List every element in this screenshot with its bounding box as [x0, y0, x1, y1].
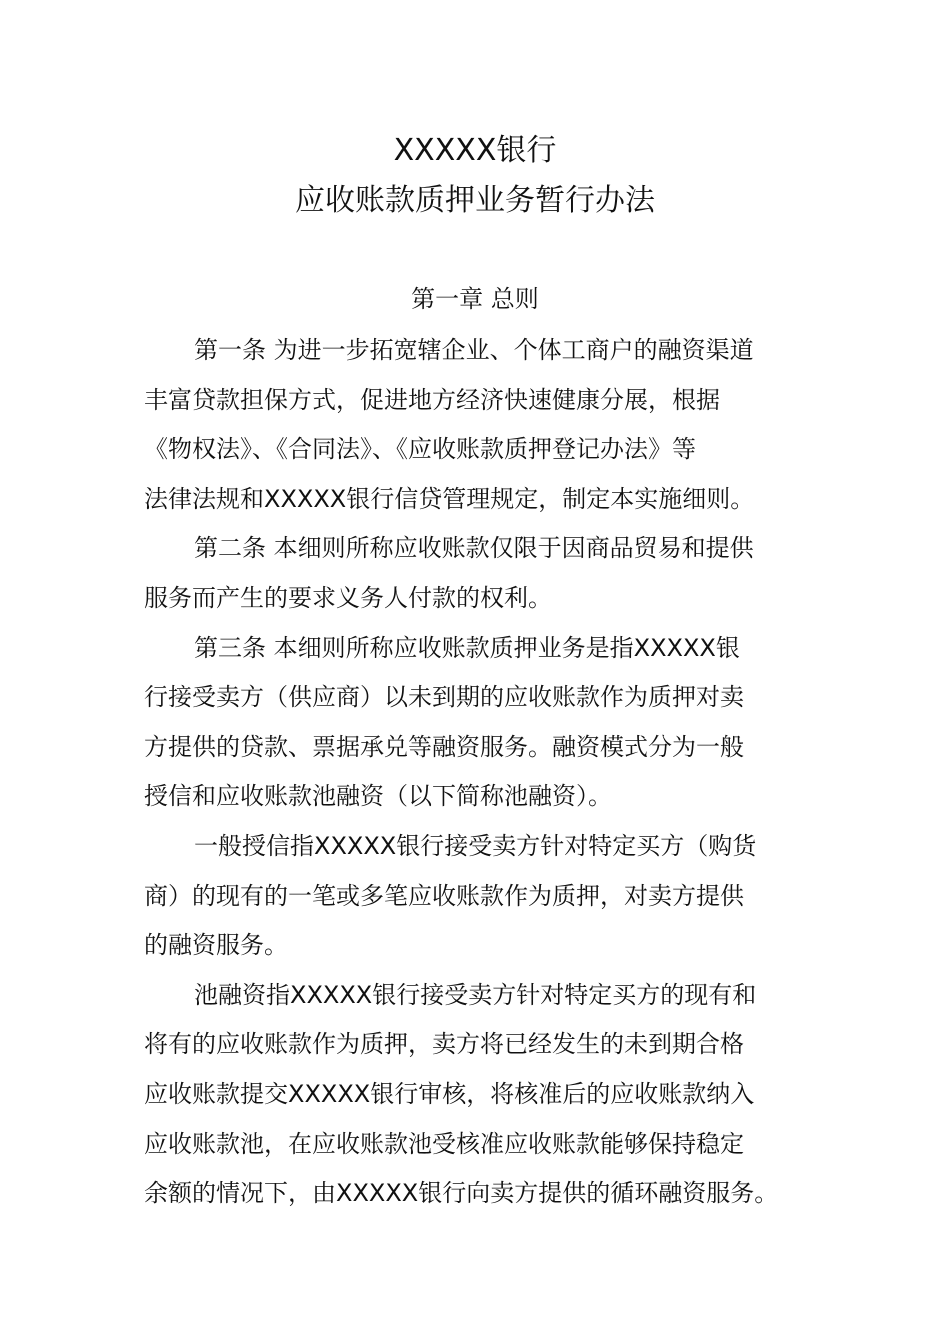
paragraph-line: 方提供的贷款、票据承兑等融资服务。融资模式分为一般	[144, 732, 744, 761]
paragraph-line: 应收账款池，在应收账款池受核准应收账款能够保持稳定	[144, 1129, 744, 1158]
paragraph-line: 第一条 为进一步拓宽辖企业、个体工商户的融资渠道	[194, 336, 754, 364]
paragraph-line: 余额的情况下，由XXXXX银行向卖方提供的循环融资服务。	[144, 1179, 779, 1208]
paragraph-line: 池融资指XXXXX银行接受卖方针对特定买方的现有和	[194, 980, 757, 1009]
paragraph-line: 一般授信指XXXXX银行接受卖方针对特定买方（购货	[194, 831, 757, 860]
article-1	[144, 326, 814, 524]
document-title	[0, 126, 950, 226]
paragraph-line: 《物权法》、《合同法》、《应收账款质押登记办法》等	[144, 435, 696, 464]
paragraph-line: 丰富贷款担保方式，促进地方经济快速健康分展，根据	[144, 385, 720, 414]
paragraph-line: 行接受卖方（供应商）以未到期的应收账款作为质押对卖	[144, 683, 744, 712]
document-body	[144, 326, 814, 1219]
paragraph-line: 的融资服务。	[144, 931, 288, 960]
pool-financing-definition	[144, 971, 814, 1219]
title-line-bank: XXXXX银行	[393, 133, 557, 168]
general-credit-definition	[144, 822, 814, 971]
title-line-name: 应收账款质押业务暂行办法	[295, 183, 655, 218]
paragraph-line: 法律法规和XXXXX银行信贷管理规定，制定本实施细则。	[144, 484, 755, 513]
paragraph-line: 第二条 本细则所称应收账款仅限于因商品贸易和提供	[194, 534, 754, 563]
article-2	[144, 524, 814, 623]
paragraph-line: 应收账款提交XXXXX银行审核，将核准后的应收账款纳入	[144, 1079, 755, 1108]
paragraph-line: 服务而产生的要求义务人付款的权利。	[144, 583, 552, 612]
paragraph-line: 授信和应收账款池融资（以下简称池融资）。	[144, 782, 612, 811]
paragraph-line: 商）的现有的一笔或多笔应收账款作为质押，对卖方提供	[144, 881, 744, 910]
article-3	[144, 624, 814, 822]
paragraph-line: 将有的应收账款作为质押，卖方将已经发生的未到期合格	[144, 1030, 744, 1059]
chapter-heading: 第一章 总则	[411, 285, 539, 313]
paragraph-line: 第三条 本细则所称应收账款质押业务是指XXXXX银	[194, 633, 740, 662]
